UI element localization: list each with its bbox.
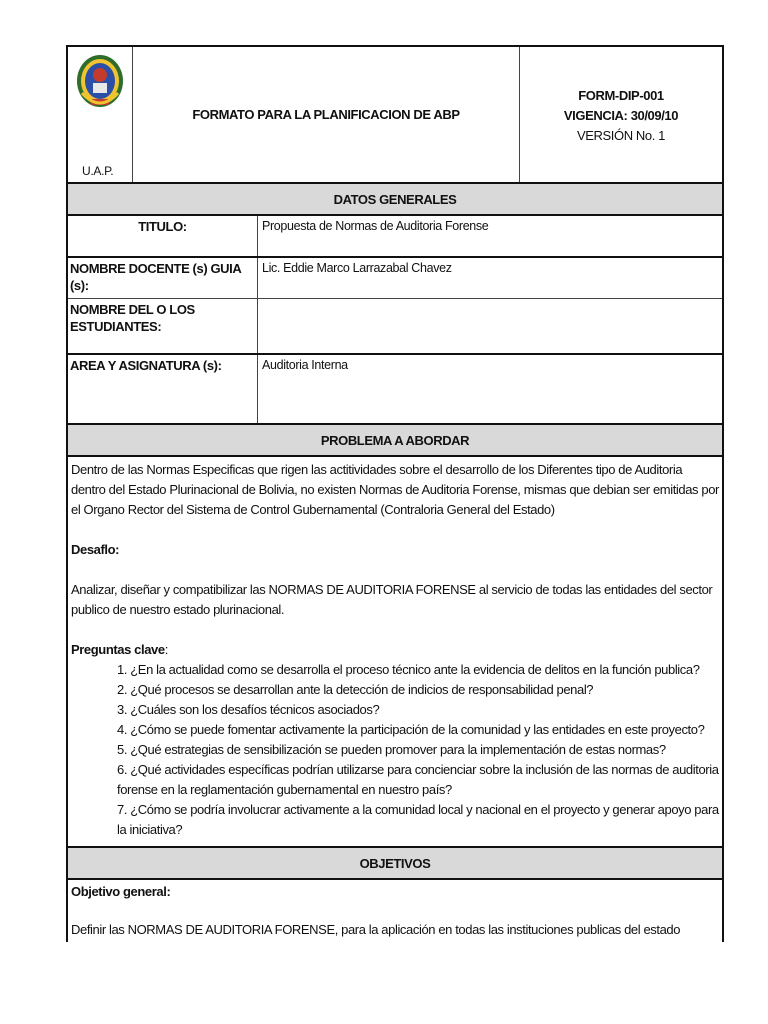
preguntas-label: Preguntas clave	[71, 642, 165, 657]
form-header	[68, 47, 722, 184]
estudiantes-row	[68, 299, 722, 355]
list-item: 2. ¿Qué procesos se desarrollan ante la detección de indicios de responsabilidad penal?	[117, 682, 594, 697]
docente-row	[68, 258, 722, 299]
datos-generales-heading: DATOS GENERALES	[68, 184, 722, 216]
preguntas-heading	[71, 640, 719, 660]
logo-caption: U.A.P.	[82, 164, 114, 178]
area-value: Auditoria Interna	[262, 358, 348, 372]
abp-planning-form	[66, 45, 724, 942]
objetivo-general-label: Objetivo general:	[71, 884, 171, 899]
desafio-text: Analizar, diseñar y compatibilizar las NORMAS DE AUDITORIA FORENSE al servicio de todas las entidades del sector publico de nuestro estado plurinacional.	[71, 582, 713, 617]
list-item: 3. ¿Cuáles son los desafíos técnicos asociados?	[117, 702, 380, 717]
estudiantes-value	[258, 299, 722, 353]
preguntas-colon: :	[164, 642, 168, 657]
objetivo-general-text: Definir las NORMAS DE AUDITORIA FORENSE, para la aplicación en todas las instituciones publicas del estado	[71, 922, 681, 937]
titulo-row	[68, 216, 722, 258]
list-item: 6. ¿Qué actividades específicas podrían utilizarse para concienciar sobre la inclusión de las normas de auditoria forense en la reglamentación gubernamental en nuestro país?	[117, 762, 719, 797]
university-crest-logo	[74, 53, 126, 115]
area-row	[68, 355, 722, 425]
titulo-value: Propuesta de Normas de Auditoria Forense	[262, 219, 489, 233]
form-version: VERSIÓN No. 1	[577, 127, 665, 143]
list-item: 5. ¿Qué estrategias de sensibilización se pueden promover para la implementación de estas normas?	[117, 742, 666, 757]
list-item: 7. ¿Cómo se podría involucrar activamente a la comunidad local y nacional en el proyecto y generar apoyo para la iniciativa?	[117, 802, 719, 837]
form-title: FORMATO PARA LA PLANIFICACION DE ABP	[133, 47, 520, 182]
problema-body	[68, 457, 722, 848]
desafio-label: Desaflo:	[71, 542, 120, 557]
estudiantes-label: NOMBRE DEL O LOS ESTUDIANTES:	[68, 299, 258, 353]
objetivos-body	[68, 880, 722, 942]
preguntas-list	[71, 660, 719, 840]
form-vigencia: VIGENCIA: 30/09/10	[563, 107, 679, 123]
list-item: 4. ¿Cómo se puede fomentar activamente la participación de la comunidad y las entidades en este proyecto?	[117, 722, 705, 737]
problema-heading: PROBLEMA A ABORDAR	[68, 425, 722, 457]
docente-label: NOMBRE DOCENTE (s) GUIA (s):	[68, 258, 258, 298]
problema-intro: Dentro de las Normas Especificas que rigen las actitividades sobre el desarrollo de los Diferentes tipo de Auditoria dentro del Estado Plurinacional de Bolivia, no existen Normas de Auditoria Forense, mismas que debian ser emitidas por el Organo Rector del Sistema de Control Gubernamental (Contraloria General del Estado)	[71, 462, 719, 517]
titulo-label: TITULO:	[68, 216, 258, 256]
objetivos-heading: OBJETIVOS	[68, 848, 722, 880]
docente-value: Lic. Eddie Marco Larrazabal Chavez	[262, 261, 452, 275]
logo-cell	[68, 47, 133, 182]
area-label: AREA Y ASIGNATURA (s):	[68, 355, 258, 423]
form-code-block	[520, 47, 722, 182]
list-item: 1. ¿En la actualidad como se desarrolla el proceso técnico ante la evidencia de delitos en la función publica?	[117, 662, 700, 677]
form-code: FORM-DIP-001	[578, 87, 664, 103]
